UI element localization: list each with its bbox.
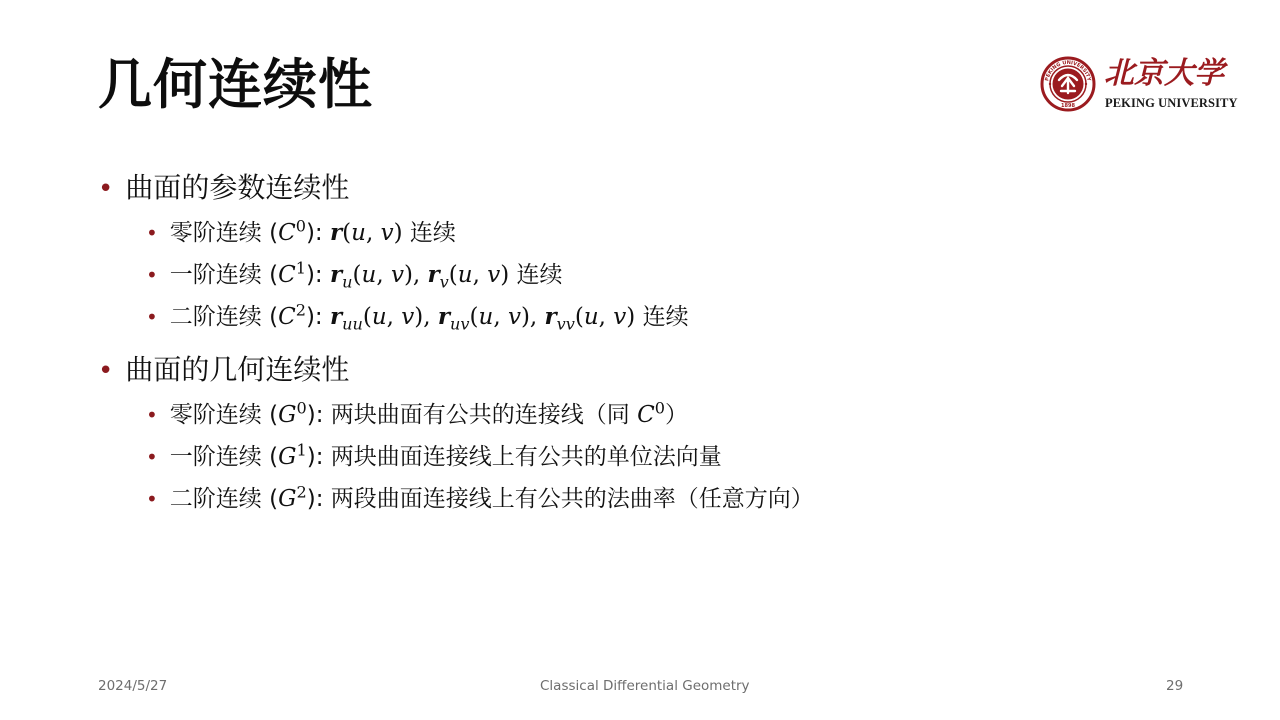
bullet-icon: • bbox=[98, 174, 114, 204]
section-heading-parametric: • 曲面的参数连续性 bbox=[98, 168, 349, 209]
footer-date: 2024/5/27 bbox=[98, 678, 168, 694]
list-item: • 二阶连续 $(C^2)$: $r_{uu}(u$, v), $r_{uv}(u$, v), $r_{vv}(u$, v) 连续 bbox=[146, 300, 689, 334]
list-item: • 一阶连续 $(G^1)$: 两块曲面连接线上有公共的单位法向量 bbox=[146, 440, 722, 474]
bullet-icon: • bbox=[146, 403, 158, 427]
svg-text:1898: 1898 bbox=[1061, 103, 1075, 109]
list-item: • 一阶连续 $(C^1)$: $r_u(u$, v), $r_v(u$, v) 连续 bbox=[146, 258, 563, 292]
footer-page-number: 29 bbox=[1166, 678, 1184, 694]
bullet-icon: • bbox=[146, 487, 158, 511]
page-title: 几何连续性 bbox=[98, 52, 373, 116]
bullet-icon: • bbox=[98, 356, 114, 386]
svg-text:PEKING UNIVERSITY: PEKING UNIVERSITY bbox=[1044, 59, 1092, 82]
logo-chinese-name: 北京大学 bbox=[1104, 56, 1224, 91]
bullet-icon: • bbox=[146, 221, 158, 245]
list-item: • 零阶连续 $(G^0)$: 两块曲面有公共的连接线（同 $C^0$） bbox=[146, 398, 688, 432]
bullet-icon: • bbox=[146, 305, 158, 329]
footer-course-title: Classical Differential Geometry bbox=[540, 678, 750, 694]
list-item: • 二阶连续 $(G^2)$: 两段曲面连接线上有公共的法曲率（任意方向） bbox=[146, 482, 814, 516]
section-heading-geometric: • 曲面的几何连续性 bbox=[98, 350, 349, 391]
logo-english-name: PEKING UNIVERSITY bbox=[1105, 96, 1238, 110]
bullet-icon: • bbox=[146, 445, 158, 469]
bullet-icon: • bbox=[146, 263, 158, 287]
list-item: • 零阶连续 $(C^0)$: r(u, v) 连续 bbox=[146, 216, 456, 250]
